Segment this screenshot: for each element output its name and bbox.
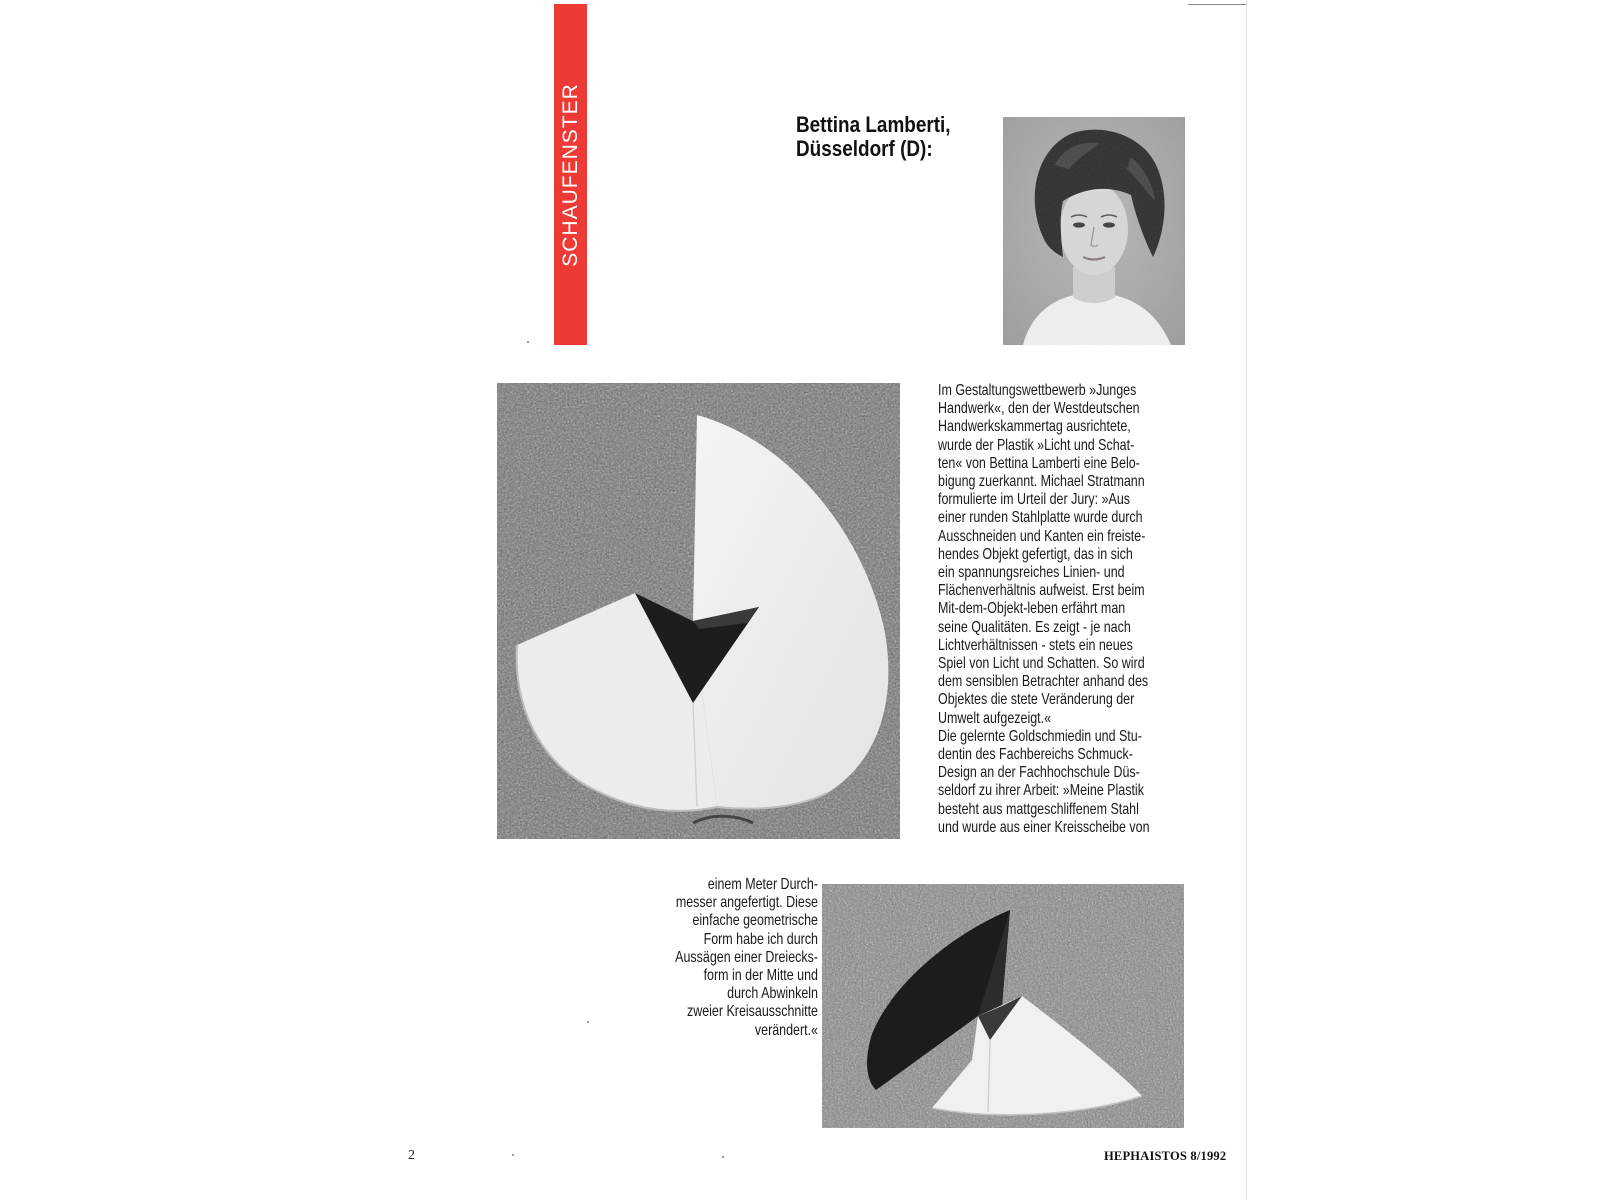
scan-speck xyxy=(587,1021,589,1023)
page-edge-mark xyxy=(1188,4,1246,5)
section-tab xyxy=(554,4,587,345)
section-tab-label: SCHAUFENSTER xyxy=(558,82,582,267)
magazine-issue: HEPHAISTOS 8/1992 xyxy=(1104,1149,1227,1163)
headline xyxy=(796,113,951,161)
page-number: 2 xyxy=(408,1148,415,1163)
page-edge xyxy=(1246,0,1247,1200)
portrait-photo xyxy=(1003,117,1185,345)
article-text-main: Im Gestaltungswettbewerb »Junges Handwerk«, den der Westdeutschen Handwerkskammertag ausrichtete, wurde der Plastik »Licht und Schat- ten« von Bettina Lamberti eine Belo- bigung zuerkannt. Michael Stratmann formulierte im Urteil der Jury: »Aus einer runden Stahlplatte wurde durch Ausschneiden und Kanten ein freiste- hendes Objekt gefertigt, das in sich ein spannungsreiches Linien- und Flächenverhältnis aufweist. Erst beim Mit-dem-Objekt-leben erfährt man seine Qualitäten. Es zeigt - je nach Lichtverhältnissen - stets ein neues Spiel von Licht und Schatten. So wird dem sensiblen Betrachter anhand des Objektes die stete Veränderung der Umwelt aufgezeigt.« Die gelernte Goldschmiedin und Stu- dentin des Fachbereichs Schmuck- Design an der Fachhochschule Düs- seldorf zu ihrer Arbeit: »Meine Plastik besteht aus mattgeschliffenem Stahl und wurde aus einer Kreisscheibe von xyxy=(938,382,1150,836)
sculpture-photo-side xyxy=(822,884,1184,1128)
article-text-continued: einem Meter Durch- messer angefertigt. Diese einfache geometrische Form habe ich durch Aussägen einer Dreiecks- form in der Mitte und durch Abwinkeln zweier Kreisausschnitte verändert.« xyxy=(675,876,818,1039)
scan-speck xyxy=(512,1154,514,1156)
headline-name: Bettina Lamberti, xyxy=(796,112,951,137)
sculpture-photo-main xyxy=(497,383,900,839)
headline-location: Düsseldorf (D): xyxy=(796,136,933,161)
scan-speck xyxy=(722,1156,724,1158)
scan-speck xyxy=(527,341,529,343)
